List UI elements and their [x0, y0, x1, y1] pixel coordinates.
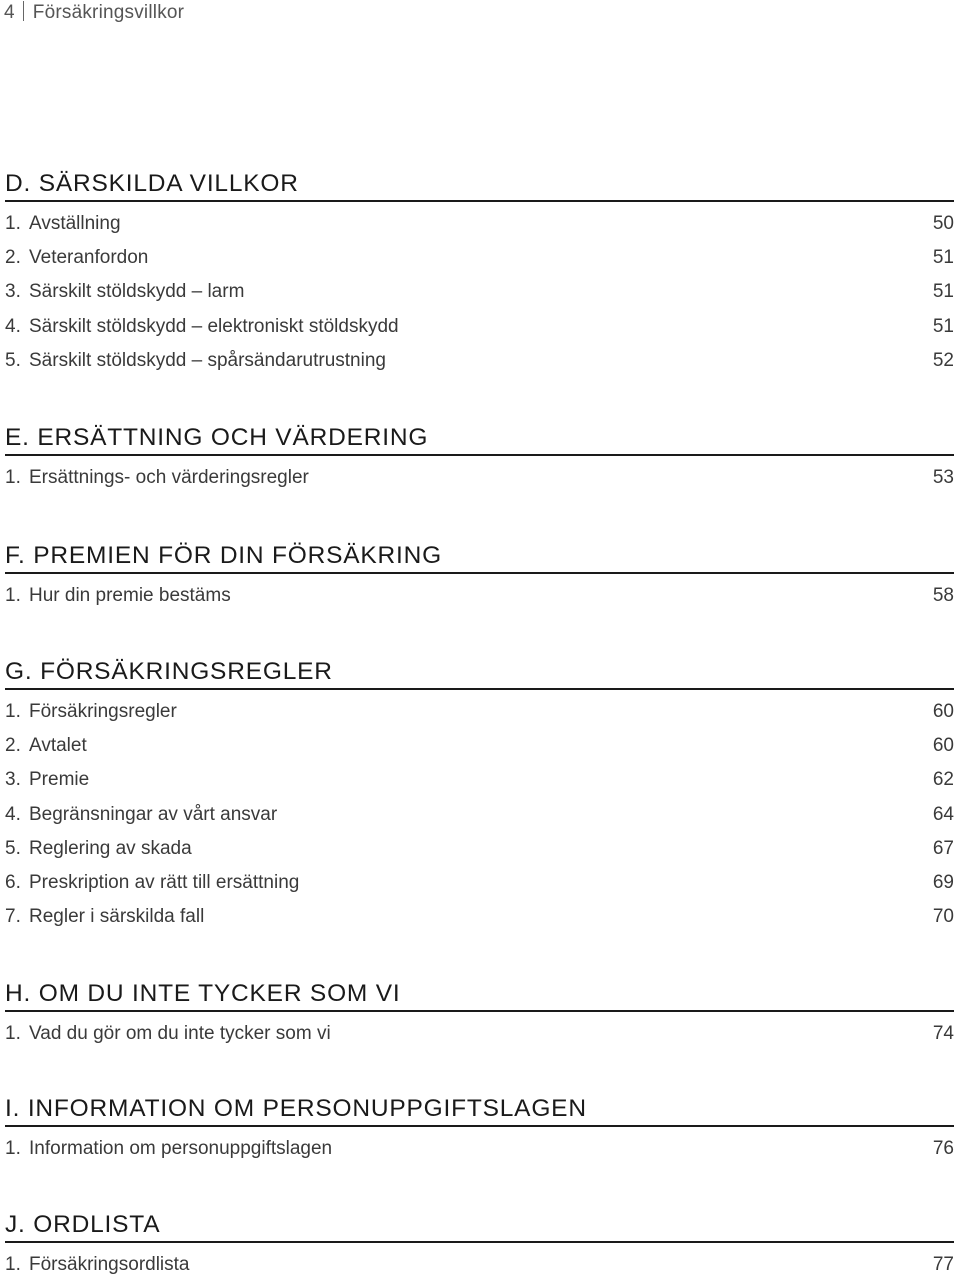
toc-entry[interactable]: [5, 344, 954, 378]
toc-section-h: [5, 978, 954, 1051]
toc-entry[interactable]: [5, 832, 954, 866]
entry-number: 7.: [5, 906, 21, 928]
page-number: 4: [4, 2, 15, 23]
entry-page: 64: [932, 803, 954, 825]
entry-number: 5.: [5, 837, 21, 859]
section-heading: F. PREMIEN FÖR DIN FÖRSÄKRING: [5, 540, 954, 574]
entry-title: Vad du gör om du inte tycker som vi: [29, 1023, 331, 1045]
entry-title: Preskription av rätt till ersättning: [29, 872, 300, 894]
toc-section-i: [5, 1093, 954, 1166]
toc-entry[interactable]: [5, 1017, 954, 1051]
entry-title: Avtalet: [29, 735, 87, 757]
entry-number: 2.: [5, 247, 21, 269]
toc-section-g: [5, 656, 954, 934]
entry-number: 1.: [5, 1138, 21, 1160]
entry-page: 76: [932, 1138, 954, 1160]
entry-title: Begränsningar av vårt ansvar: [29, 803, 278, 825]
toc-entry[interactable]: [5, 275, 954, 309]
entry-title: Reglering av skada: [29, 837, 192, 859]
entry-page: 60: [932, 735, 954, 757]
entry-page: 60: [932, 701, 954, 723]
entry-page: 58: [932, 585, 954, 607]
entry-number: 4.: [5, 803, 21, 825]
entry-page: 70: [932, 906, 954, 928]
section-heading: J. ORDLISTA: [5, 1209, 954, 1243]
entry-page: 52: [932, 349, 954, 371]
entry-number: 1.: [5, 1023, 21, 1045]
entry-page: 74: [932, 1023, 954, 1045]
toc-entry[interactable]: [5, 695, 954, 729]
entry-number: 3.: [5, 281, 21, 303]
toc-section-e: [5, 422, 954, 495]
toc-entry[interactable]: [5, 310, 954, 344]
entry-title: Särskilt stöldskydd – elektroniskt stöldskydd: [29, 315, 399, 337]
entry-title: Premie: [29, 769, 90, 791]
entry-number: 5.: [5, 349, 21, 371]
entry-page: 53: [932, 467, 954, 489]
toc-entry[interactable]: [5, 1248, 954, 1282]
entry-number: 4.: [5, 315, 21, 337]
toc-section-f: [5, 540, 954, 613]
entry-number: 3.: [5, 769, 21, 791]
entry-page: 77: [932, 1254, 954, 1276]
entry-title: Ersättnings- och värderingsregler: [29, 467, 309, 489]
toc-entry[interactable]: [5, 579, 954, 613]
entry-page: 51: [932, 281, 954, 303]
header-divider: [23, 1, 24, 21]
toc-entry[interactable]: [5, 729, 954, 763]
entry-title: Regler i särskilda fall: [29, 906, 205, 928]
toc-entry[interactable]: [5, 1132, 954, 1166]
toc-section-d: [5, 168, 954, 378]
entry-title: Information om personuppgiftslagen: [29, 1138, 333, 1160]
entry-page: 51: [932, 315, 954, 337]
page-header: [4, 1, 184, 24]
entry-title: Försäkringsordlista: [29, 1254, 190, 1276]
entry-page: 51: [932, 247, 954, 269]
entry-number: 6.: [5, 872, 21, 894]
toc-entry[interactable]: [5, 461, 954, 495]
toc-entry[interactable]: [5, 207, 954, 241]
document-title: Försäkringsvillkor: [32, 2, 185, 23]
entry-number: 1.: [5, 701, 21, 723]
entry-title: Veteranfordon: [29, 247, 149, 269]
toc-entry[interactable]: [5, 866, 954, 900]
section-heading: E. ERSÄTTNING OCH VÄRDERING: [5, 422, 954, 456]
entry-number: 2.: [5, 735, 21, 757]
entry-number: 1.: [5, 213, 21, 235]
entry-number: 1.: [5, 1254, 21, 1276]
toc-entry[interactable]: [5, 241, 954, 275]
entry-number: 1.: [5, 585, 21, 607]
section-heading: D. SÄRSKILDA VILLKOR: [5, 168, 954, 202]
entry-title: Avställning: [29, 213, 121, 235]
toc-section-j: [5, 1209, 954, 1282]
entry-title: Hur din premie bestäms: [29, 585, 231, 607]
entry-title: Försäkringsregler: [29, 701, 177, 723]
toc-entry[interactable]: [5, 763, 954, 797]
toc-entry[interactable]: [5, 798, 954, 832]
entry-page: 62: [932, 769, 954, 791]
entry-page: 67: [932, 837, 954, 859]
entry-page: 69: [932, 872, 954, 894]
entry-page: 50: [932, 213, 954, 235]
toc-entry[interactable]: [5, 900, 954, 934]
entry-title: Särskilt stöldskydd – spårsändarutrustning: [29, 349, 386, 371]
section-heading: G. FÖRSÄKRINGSREGLER: [5, 656, 954, 690]
section-heading: H. OM DU INTE TYCKER SOM VI: [5, 978, 954, 1012]
entry-title: Särskilt stöldskydd – larm: [29, 281, 245, 303]
section-heading: I. INFORMATION OM PERSONUPPGIFTSLAGEN: [5, 1093, 954, 1127]
entry-number: 1.: [5, 467, 21, 489]
